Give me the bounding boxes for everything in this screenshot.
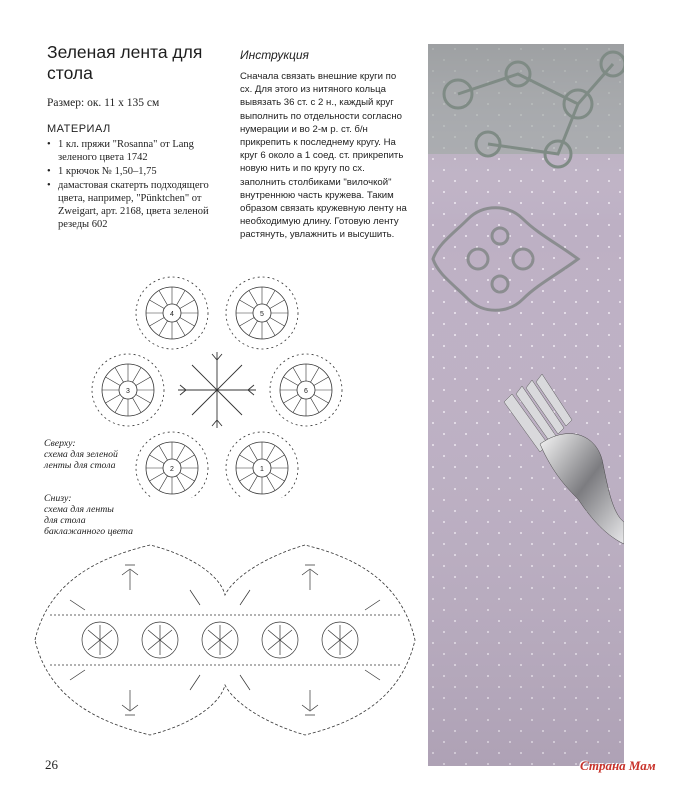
motif-number: 6	[304, 388, 308, 395]
page-title: Зеленая лента для стола	[47, 42, 203, 83]
center-filling	[178, 352, 256, 428]
materials-list	[47, 138, 225, 232]
materials-item: • 1 кл. пряжи "Rosanna" от Lang зеленого цвета 1742	[47, 138, 225, 164]
materials-heading: МАТЕРИАЛ	[47, 123, 111, 135]
motif-number: 5	[260, 311, 264, 318]
page-number: 26	[45, 757, 58, 772]
lace-photo	[428, 44, 624, 167]
caption-top: Сверху: схема для зеленой ленты для стола	[44, 438, 118, 471]
motif-number: 1	[260, 466, 264, 473]
materials-item: • дамастовая скатерть подходящего цвета, например, "Pünktchen" от Zweigart, арт. 2168, цвета зеленой резеды 602	[47, 179, 225, 231]
instructions-heading: Инструкция	[240, 48, 309, 62]
materials-item: • 1 крючок № 1,50–1,75	[47, 165, 225, 178]
crochet-chart-eggplant	[30, 535, 420, 745]
size-line: Размер: ок. 11 x 135 см	[47, 97, 160, 109]
motif-number: 3	[126, 388, 130, 395]
site-watermark: Страна Мам	[580, 758, 656, 773]
photo-table-runner	[428, 44, 624, 766]
caption-bottom: Снизу: схема для ленты для стола баклажанного цвета	[44, 493, 134, 537]
motif-number: 2	[170, 466, 174, 473]
crochet-motif	[226, 432, 298, 498]
motif-number: 4	[170, 311, 174, 318]
instructions-text: Сначала связать внешние круги по сх. Для этого из нитяного кольца вывязать 36 ст. с 2 н., каждый круг выполнить по отдельности согласно нумерации и во 2-м р. ст. б/н прикрепить к последнему кругу. На круг 6 около a 1 соед. ст. прикрепить новую нить и по кругу по сх. заполнить столбиками "вилочкой" внутреннюю часть кружева. Таким образом связать кружевную ленту на необходимую длину. Готовую ленту растянуть, увлажнить и высушить.	[240, 71, 407, 241]
